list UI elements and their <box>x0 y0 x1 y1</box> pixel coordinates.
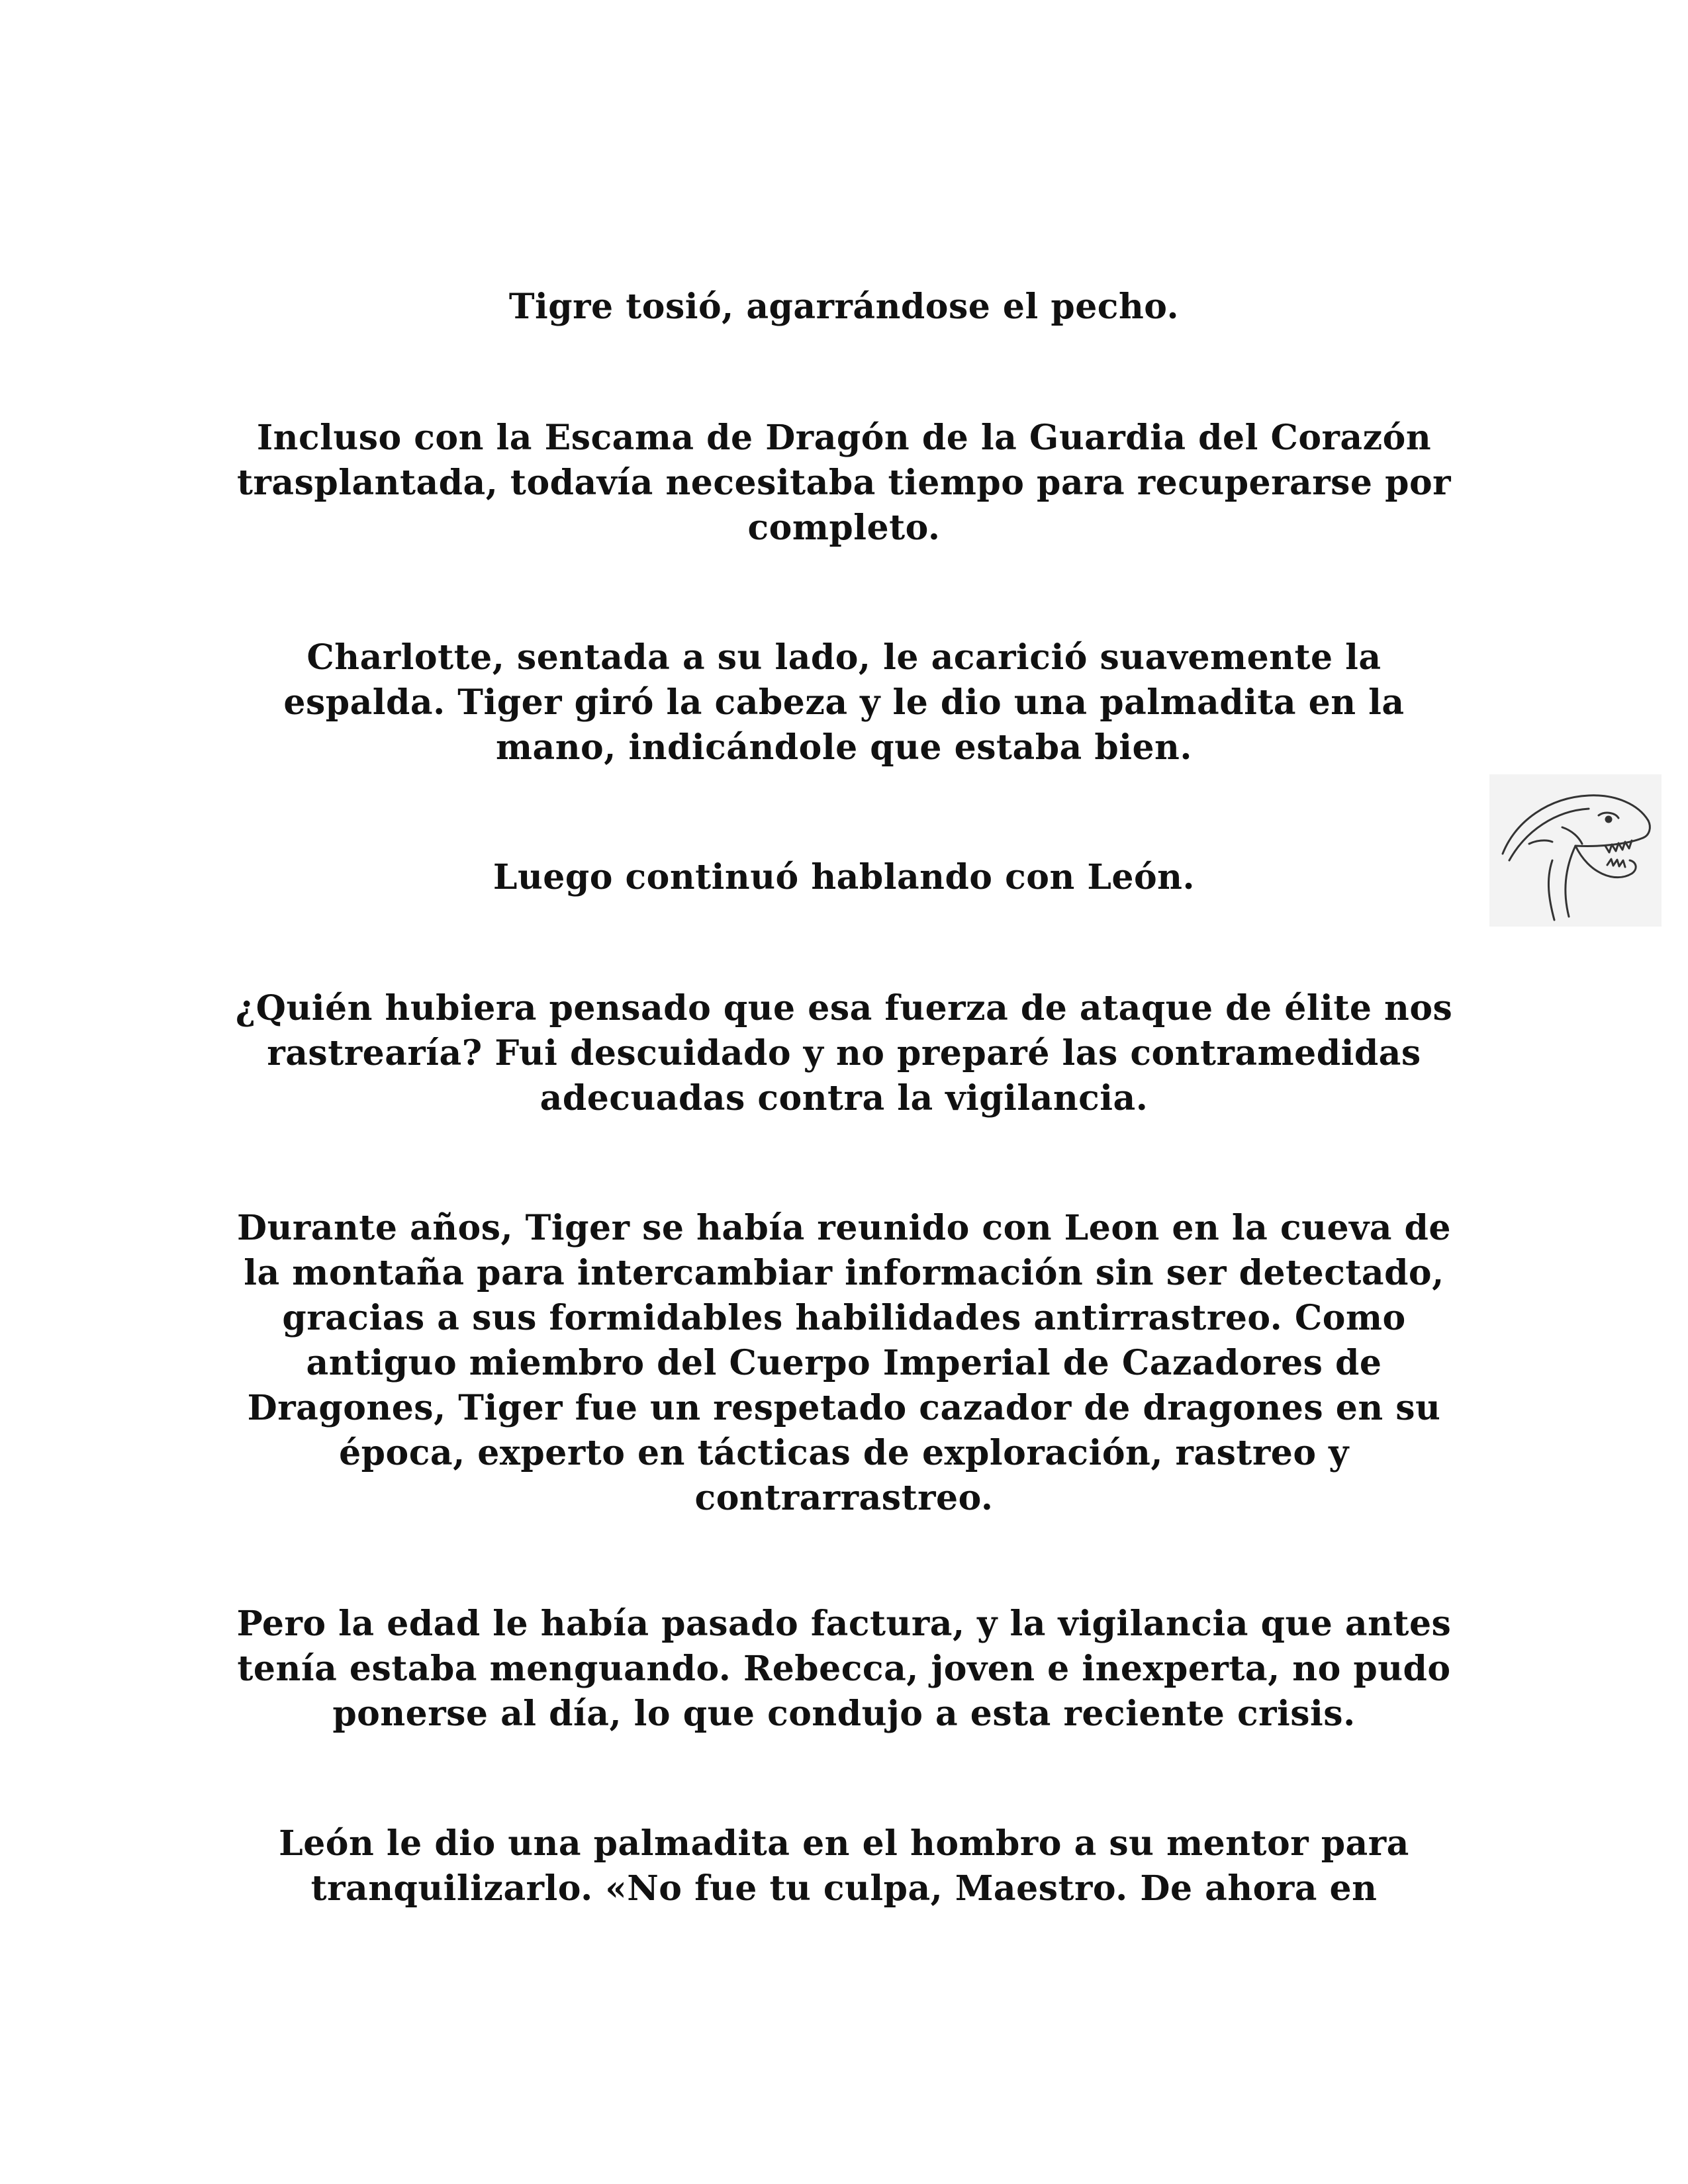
paragraph-6: Durante años, Tiger se había reunido con Leon en la cueva de la montaña para intercambiar información sin ser detectado, gracias a sus formidables habilidades antirrastreo. Como antiguo miembro del Cuerpo Imperial de Cazadores de Dragones, Tiger fue un respetado cazador de dragones en su época, experto en tácticas de exploración, rastreo y contrarrastreo. <box>237 1208 1451 1518</box>
paragraph-7: Pero la edad le había pasado factura, y la vigilancia que antes tenía estaba menguando. Rebecca, joven e inexperta, no pudo ponerse al día, lo que condujo a esta reciente crisis. <box>236 1604 1452 1734</box>
paragraph-2: Incluso con la Escama de Dragón de la Guardia del Corazón trasplantada, todavía necesitaba tiempo para recuperarse por completo. <box>236 418 1452 548</box>
paragraph-8: León le dio una palmadita en el hombro a su mentor para tranquilizarlo. «No fue tu culpa, Maestro. De ahora en <box>279 1823 1409 1909</box>
paragraph-4: Luego continuó hablando con León. <box>492 857 1196 897</box>
paragraph-1: Tigre tosió, agarrándose el pecho. <box>508 287 1180 327</box>
paragraph-3: Charlotte, sentada a su lado, le acarició suavemente la espalda. Tiger giró la cabeza y le dio una palmadita en la mano, indicándole que estaba bien. <box>283 637 1405 768</box>
dinosaur-head-sketch-icon <box>1489 774 1662 927</box>
paragraph-5: ¿Quién hubiera pensado que esa fuerza de ataque de élite nos rastrearía? Fui descuidado y no preparé las contramedidas adecuadas contra la vigilancia. <box>235 988 1453 1118</box>
